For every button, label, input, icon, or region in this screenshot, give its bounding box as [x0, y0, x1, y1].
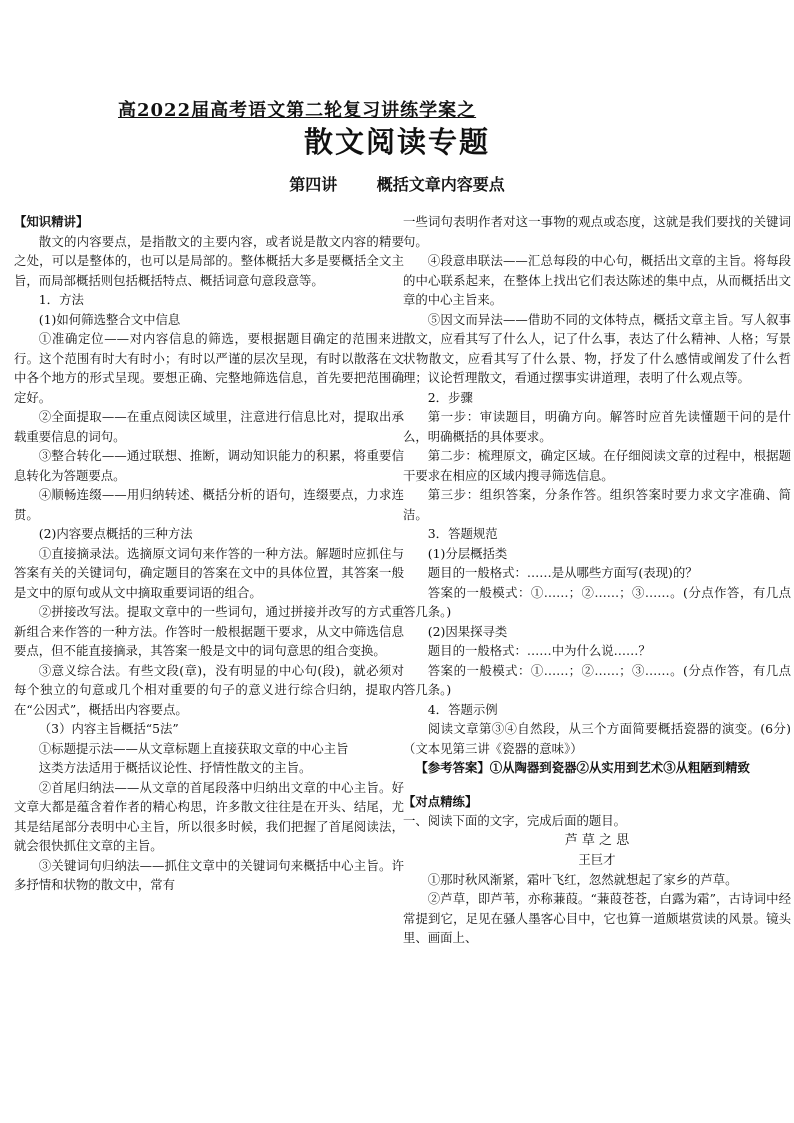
subheading: (1)分层概括类 — [427, 545, 508, 561]
paragraph: ④段意串联法——汇总每段的中心句，概括出文章的主旨。将每段的中心联系起来，在整体上找出它们表达陈述的集中点，从而概括出文章的中心主旨来。 — [403, 253, 791, 307]
paragraph: ①标题提示法——从文章标题上直接获取文章的中心主旨 — [38, 740, 349, 756]
paragraph: 题目的一般格式：……是从哪些方面写(表现)的？ — [427, 565, 698, 580]
instruction: 一、阅读下面的文字，完成后面的题目。 — [403, 813, 627, 828]
paragraph: ①准确定位——对内容信息的筛选，要根据题目确定的范围来进行。这个范围有时大有时小；有时以严谨的层次呈现，有时以散落在文中各个地方的形式呈现。要想正确、完整地筛选信息，首先要把范围确定好。 — [14, 331, 404, 405]
paragraph: 第一步：审读题目，明确方向。解答时应首先读懂题干问的是什么，明确概括的具体要求。 — [403, 409, 791, 444]
paragraph: 这类方法适用于概括议论性、抒情性散文的主旨。 — [38, 760, 312, 775]
essay-author: 王巨才 — [578, 852, 616, 867]
left-column — [14, 212, 404, 895]
lecture-subtitle: 第四讲 概括文章内容要点 — [289, 175, 505, 194]
subheading-steps: 2．步骤 — [427, 389, 473, 405]
essay-title: 芦 草 之 思 — [564, 832, 630, 848]
paragraph: 第二步：梳理原文，确定区域。在仔细阅读文章的过程中，根据题干要求在相应的区域内搜寻筛选信息。 — [403, 448, 791, 483]
paragraph: ①那时秋风渐紧，霜叶飞红，忽然就想起了家乡的芦草。 — [427, 871, 738, 887]
paragraph: 散文的内容要点，是指散文的主要内容，或者说是散文内容的精要之处，可以是整体的，也可以是局部的。整体概括大多是要概括全文主旨，而局部概括则包括概括特点、概括词意句意段意等。 — [14, 233, 404, 288]
paragraph: 第三步：组织答案，分条作答。组织答案时要力求文字准确、简洁。 — [403, 487, 791, 522]
paragraph: ⑤因文而异法——借助不同的文体特点，概括文章主旨。写人叙事散文，应看其写了什么人，记了什么事，表达了什么精神、人格；写景状物散文，应看其写了什么景、物，抒发了什么感情或阐发了什么哲理；议论哲理散文，看通过摆事实讲道理，表明了什么观点等。 — [403, 311, 791, 385]
paragraph: ③整合转化——通过联想、推断，调动知识能力的积累，将重要信息转化为答题要点。 — [14, 448, 404, 483]
page-title: 散文阅读专题 — [303, 125, 490, 159]
reference-answer: 【参考答案】①从陶器到瓷器②从实用到艺术③从粗陋到精致 — [415, 760, 750, 775]
paragraph: ③关键词句归纳法——抓住文章中的关键词句来概括中心主旨。许多抒情和状物的散文中，常有 — [14, 857, 404, 892]
paragraph: ②芦草，即芦苇，亦称蒹葭。“蒹葭苍苍，白露为霜”，古诗词中经常提到它，足见在骚人墨客心目中，它也算一道颇堪赏读的风景。镜头里、画面上、 — [403, 891, 791, 945]
paragraph: ②拼接改写法。提取文章中的一些词句，通过拼接并改写的方式重新组合来作答的一种方法。作答时一般根据题干要求，从文中筛选信息要点，但不能直接摘录，其答案一般是文中的词句意思的组合变换。 — [14, 604, 404, 658]
paragraph: ②首尾归纳法——从文章的首尾段落中归纳出文章的中心主旨。好文章大都是蕴含着作者的精心构思，许多散文往往是在开头、结尾，尤其是结尾部分表明中心主旨，所以很多时候，我们把握了首尾阅读法，就会很快抓住文章的主旨。 — [14, 779, 404, 853]
subheading-answer-norms: 3．答题规范 — [427, 526, 498, 541]
paragraph: 题目的一般格式：……中为什么说……？ — [427, 643, 651, 658]
subheading: (1)如何筛选整合文中信息 — [38, 311, 181, 327]
series-title: 高2022届高考语文第二轮复习讲练学案之 — [118, 100, 477, 121]
section-heading-practice: 【对点精练】 — [403, 793, 478, 809]
paragraph: ①直接摘录法。选摘原文词句来作答的一种方法。解题时应抓住与答案有关的关键词句，确定题目的答案在文中的具体位置，其答案一般是文中的原句或从文中摘取重要词语的组合。 — [14, 545, 404, 600]
subheading-example: 4．答题示例 — [427, 701, 498, 717]
paragraph: ③意义综合法。有些文段(章)，没有明显的中心句(段)，就必须对每个独立的句意或几个相对重要的句子的意义进行综合归纳，提取内在“公因式”，概括出内容要点。 — [14, 662, 404, 717]
subheading: (2)内容要点概括的三种方法 — [38, 526, 193, 541]
paragraph: 答案的一般模式：①……；②……；③……。(分点作答，有几点答几条。) — [403, 584, 791, 619]
section-heading-knowledge: 【知识精讲】 — [14, 214, 89, 229]
subheading: (2)因果探寻类 — [427, 623, 508, 639]
subheading-method: 1．方法 — [38, 292, 84, 307]
paragraph: ②全面提取——在重点阅读区域里，注意进行信息比对，提取出承载重要信息的词句。 — [14, 409, 404, 444]
subheading: （3）内容主旨概括“5法” — [38, 721, 179, 736]
paragraph: ④顺畅连缀——用归纳转述、概括分析的语句，连缀要点，力求连贯。 — [14, 487, 404, 522]
paragraph-continued: 一些词句表明作者对这一事物的观点或态度，这就是我们要找的关键词句。 — [403, 214, 791, 249]
right-column — [403, 212, 791, 948]
paragraph: 阅读文章第③④自然段，从三个方面简要概括瓷器的演变。(6分)（文本见第三讲《瓷器的意味》） — [403, 721, 791, 756]
paragraph: 答案的一般模式：①……；②……；③……。(分点作答，有几点答几条。) — [403, 662, 791, 697]
